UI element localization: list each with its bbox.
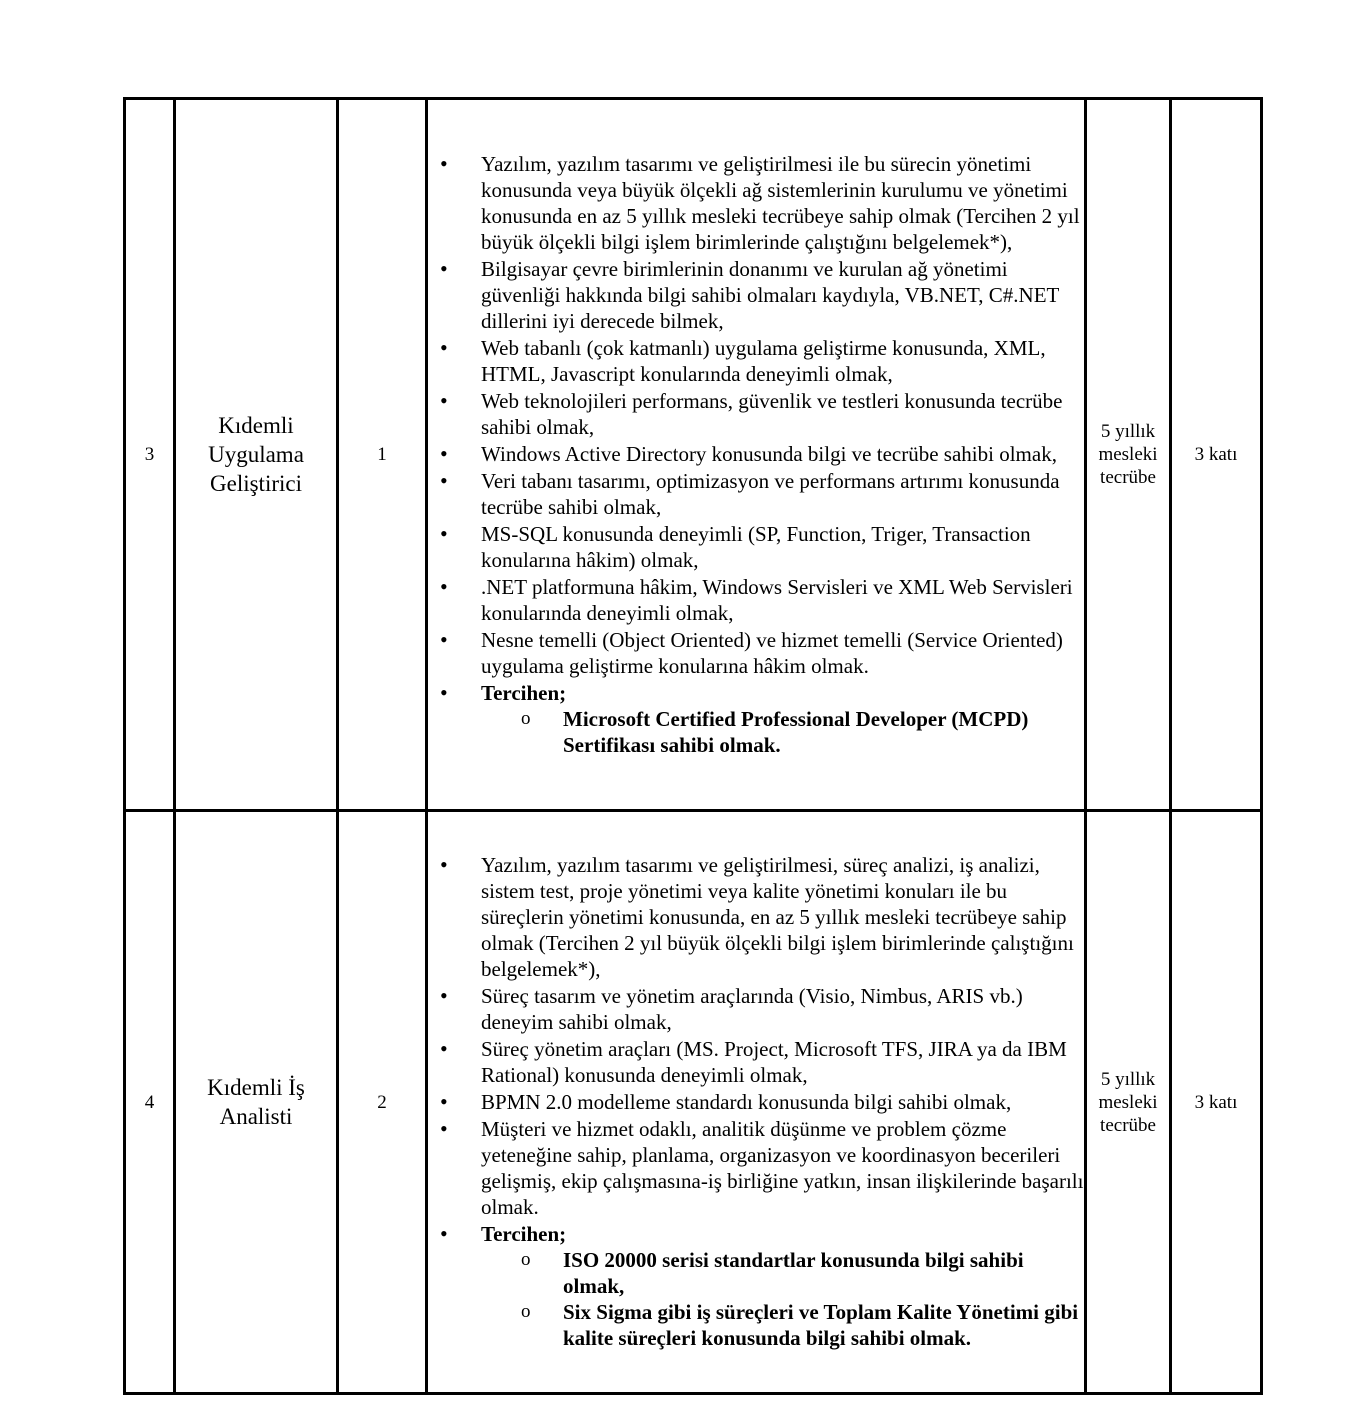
experience-line: tecrübe (1100, 467, 1156, 488)
experience-cell (1086, 811, 1171, 1394)
row-number: 4 (125, 811, 175, 1394)
experience-cell (1086, 99, 1171, 811)
requirement-item: • Yazılım, yazılım tasarımı ve geliştirilmesi ile bu sürecin yönetimi konusunda veya büyük ölçekli ağ sistemlerinin kurulumu ve yönetimi konusunda en az 5 yıllık mesleki tecrübeye sahip olmak (Tercihen 2 yıl büyük ölçekli bilgi işlem birimlerinde çalıştığını belgelemek*), (428, 151, 1084, 255)
salary-multiplier: 3 katı (1171, 811, 1262, 1394)
position-count: 1 (338, 99, 427, 811)
requirement-item: • .NET platformuna hâkim, Windows Servisleri ve XML Web Servisleri konularında deneyimli olmak, (428, 574, 1084, 626)
requirement-item: • Veri tabanı tasarımı, optimizasyon ve performans artırımı konusunda tecrübe sahibi olmak, (428, 468, 1084, 520)
requirement-item: • Yazılım, yazılım tasarımı ve geliştirilmesi, süreç analizi, iş analizi, sistem test, proje yönetimi veya kalite yönetimi konuları ile bu süreçlerin yönetimi konusunda, en az 5 yıllık mesleki tecrübeye sahip olmak (Tercihen 2 yıl büyük ölçekli bilgi işlem birimlerinde çalıştığını belgelemek*), (428, 852, 1084, 982)
preferred-label: Tercihen; (481, 1222, 567, 1246)
requirement-item: • Müşteri ve hizmet odaklı, analitik düşünme ve problem çözme yeteneğine sahip, planlama, organizasyon ve koordinasyon becerileri gelişmiş, ekip çalışmasına-iş birliğine yatkın, insan ilişkilerinde başarılı olmak. (428, 1116, 1084, 1220)
experience-line: mesleki (1098, 444, 1158, 465)
position-row-3 (125, 99, 1262, 811)
row-number: 3 (125, 99, 175, 811)
requirement-item: • BPMN 2.0 modelleme standardı konusunda bilgi sahibi olmak, (428, 1089, 1084, 1115)
requirement-item: • Süreç tasarım ve yönetim araçlarında (Visio, Nimbus, ARIS vb.) deneyim sahibi olmak, (428, 983, 1084, 1035)
position-title: Kıdemli Uygulama Geliştirici (175, 99, 338, 811)
position-count: 2 (338, 811, 427, 1394)
positions-table (123, 97, 1263, 1395)
preferred-item (428, 680, 1084, 758)
experience-line: 5 yıllık (1100, 1068, 1156, 1090)
requirement-item: • MS-SQL konusunda deneyimli (SP, Function, Triger, Transaction konularına hâkim) olmak, (428, 521, 1084, 573)
experience-line: mesleki (1098, 1091, 1158, 1113)
preferred-label: Tercihen; (481, 680, 567, 705)
experience-line: tecrübe (1100, 1114, 1156, 1136)
preferred-sub-item: o Six Sigma gibi iş süreçleri ve Toplam Kalite Yönetimi gibi kalite süreçleri konusunda bilgi sahibi olmak. (481, 1299, 1084, 1351)
requirements-list (428, 151, 1084, 758)
preferred-list (481, 706, 1084, 758)
preferred-sub-item: o ISO 20000 serisi standartlar konusunda bilgi sahibi olmak, (481, 1247, 1084, 1299)
salary-multiplier: 3 katı (1171, 99, 1262, 811)
requirement-item: • Nesne temelli (Object Oriented) ve hizmet temelli (Service Oriented) uygulama geliştirme konularına hâkim olmak. (428, 627, 1084, 679)
requirement-item: • Windows Active Directory konusunda bilgi ve tecrübe sahibi olmak, (428, 441, 1084, 467)
requirements-list (428, 852, 1084, 1351)
requirement-item: • Web teknolojileri performans, güvenlik ve testleri konusunda tecrübe sahibi olmak, (428, 388, 1084, 440)
position-row-4 (125, 811, 1262, 1394)
experience-line: 5 yıllık (1100, 421, 1156, 442)
requirements-cell (427, 99, 1086, 811)
requirement-item: • Web tabanlı (çok katmanlı) uygulama geliştirme konusunda, XML, HTML, Javascript konularında deneyimli olmak, (428, 335, 1084, 387)
preferred-list (481, 1247, 1084, 1351)
requirements-cell (427, 811, 1086, 1394)
preferred-item (428, 1221, 1084, 1351)
requirement-item: • Bilgisayar çevre birimlerinin donanımı ve kurulan ağ yönetimi güvenliği hakkında bilgi sahibi olmaları kaydıyla, VB.NET, C#.NET dillerini iyi derecede bilmek, (428, 256, 1084, 334)
requirement-item: • Süreç yönetim araçları (MS. Project, Microsoft TFS, JIRA ya da IBM Rational) konusunda deneyimli olmak, (428, 1036, 1084, 1088)
position-title: Kıdemli İş Analisti (175, 811, 338, 1394)
preferred-sub-item: o Microsoft Certified Professional Developer (MCPD) Sertifikası sahibi olmak. (481, 706, 1084, 758)
